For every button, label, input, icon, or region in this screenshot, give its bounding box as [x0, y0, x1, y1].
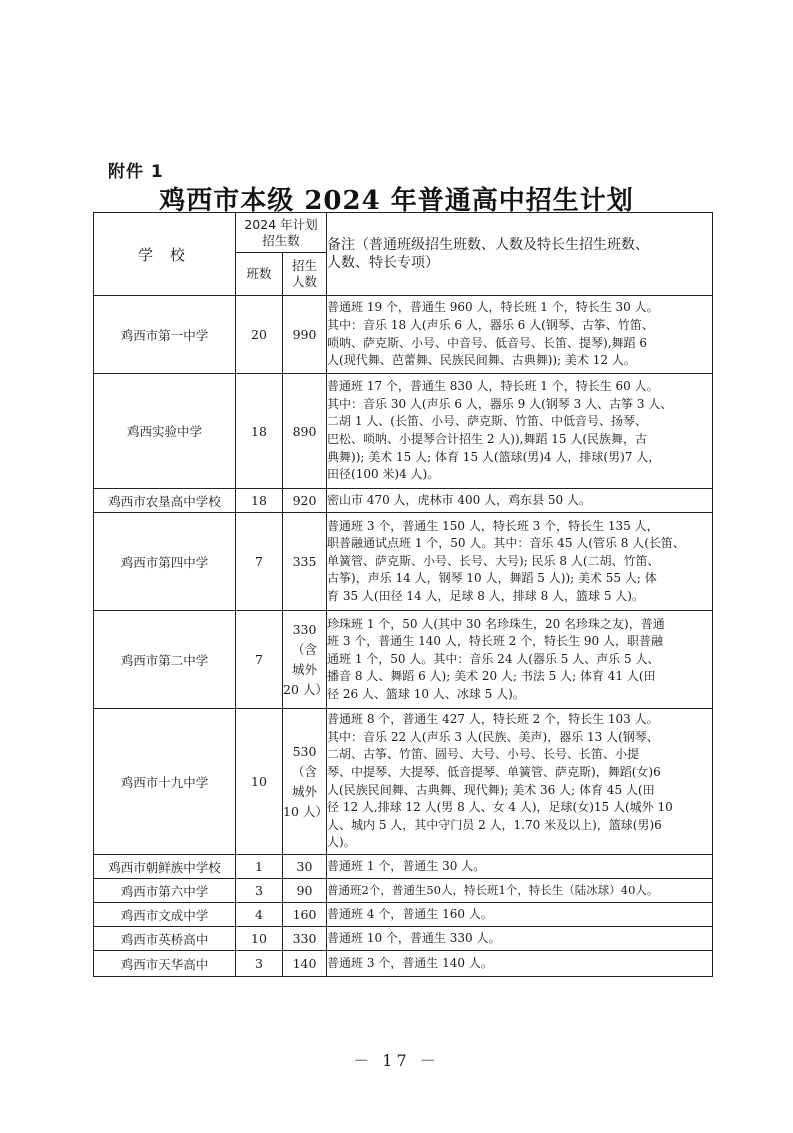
school-name: 鸡西市英桥高中	[94, 927, 236, 951]
student-count: 330 （含 城外 20 人）	[283, 611, 327, 709]
remark: 普通班2个，普通生50人，特长班1个，特长生（陆冰球）40人。	[327, 879, 713, 903]
class-count: 3	[236, 951, 283, 977]
student-count: 330	[283, 927, 327, 951]
student-count: 890	[283, 374, 327, 489]
student-count: 140	[283, 951, 327, 977]
student-count: 30	[283, 855, 327, 879]
table-row	[94, 611, 713, 709]
remark: 普通班 3 个，普通生 150 人，特长班 3 个，特长生 135 人， 职普融通试点班 1 个，50 人。其中：音乐 45 人(管乐 8 人(长笛、 单簧管、萨克斯、小号、长号、大号); 民乐 8 人(二胡、竹笛、 古筝)，声乐 14 人，钢琴 10 人，舞蹈 5 人)); 美术 55 人; 体 育 35 人(田径 14 人，足球 8 人，排球 8 人，篮球 5 人)。	[327, 513, 713, 611]
class-count: 18	[236, 374, 283, 489]
school-name: 鸡西市第一中学	[94, 296, 236, 374]
class-count: 7	[236, 611, 283, 709]
remark: 普通班 1 个，普通生 30 人。	[327, 855, 713, 879]
class-count: 20	[236, 296, 283, 374]
header-note: 备注（普通班级招生班数、人数及特长生招生班数、 人数、特长专项）	[327, 213, 713, 296]
class-count: 7	[236, 513, 283, 611]
remark: 普通班 3 个，普通生 140 人。	[327, 951, 713, 977]
school-name: 鸡西市农垦高中学校	[94, 489, 236, 513]
table-row	[94, 855, 713, 879]
student-count: 530 （含 城外 10 人）	[283, 709, 327, 855]
table-row	[94, 903, 713, 927]
remark: 普通班 19 个，普通生 960 人，特长班 1 个，特长生 30 人。 其中：音乐 18 人(声乐 6 人，器乐 6 人(钢琴、古筝、竹笛、 唢呐、萨克斯、小号、中音号、低音号、长笛、提琴),舞蹈 6 人(现代舞、芭蕾舞、民族民间舞、古典舞)); 美术 12 人。	[327, 296, 713, 374]
student-count: 990	[283, 296, 327, 374]
school-name: 鸡西市文成中学	[94, 903, 236, 927]
class-count: 10	[236, 709, 283, 855]
remark: 普通班 17 个，普通生 830 人，特长班 1 个，特长生 60 人。 其中：音乐 30 人(声乐 6 人，器乐 9 人(钢琴 3 人、古筝 3 人、 二胡 1 人、(长笛、小号、萨克斯、竹笛、中低音号、扬琴、 巴松、唢呐、小提琴合计招生 2 人)),舞蹈 15 人(民族舞，古 典舞)); 美术 15 人; 体育 15 人(篮球(男)4 人，排球(男)7 人， 田径(100 米)4 人)。	[327, 374, 713, 489]
table-row	[94, 709, 713, 855]
remark: 普通班 8 个，普通生 427 人，特长班 2 个，特长生 103 人。 其中：音乐 22 人(声乐 3 人(民族、美声)，器乐 13 人(钢琴、 二胡、古筝、竹笛、圆号、大号、小号、长号、长笛、小提 琴、中提琴、大提琴、低音提琴、单簧管、萨克斯)，舞蹈(女)6 人(民族民间舞、古典舞、现代舞); 美术 36 人; 体育 45 人(田 径 12 人,排球 12 人(男 8 人、女 4 人)，足球(女)15 人(城外 10 人、城内 5 人，其中守门员 2 人，1.70 米及以上)，篮球(男)6 人)。	[327, 709, 713, 855]
table-row	[94, 879, 713, 903]
school-name: 鸡西实验中学	[94, 374, 236, 489]
school-name: 鸡西市第六中学	[94, 879, 236, 903]
remark: 普通班 4 个，普通生 160 人。	[327, 903, 713, 927]
remark: 普通班 10 个，普通生 330 人。	[327, 927, 713, 951]
school-name: 鸡西市第四中学	[94, 513, 236, 611]
class-count: 1	[236, 855, 283, 879]
student-count: 335	[283, 513, 327, 611]
student-count: 90	[283, 879, 327, 903]
header-school: 学 校	[94, 213, 236, 296]
table-row	[94, 374, 713, 489]
school-name: 鸡西市朝鲜族中学校	[94, 855, 236, 879]
school-name: 鸡西市第二中学	[94, 611, 236, 709]
header-students: 招生 人数	[283, 253, 327, 296]
table-row	[94, 951, 713, 977]
header-classes: 班数	[236, 253, 283, 296]
table-row	[94, 513, 713, 611]
page-number: － 17 －	[353, 1051, 440, 1070]
school-name: 鸡西市十九中学	[94, 709, 236, 855]
student-count: 160	[283, 903, 327, 927]
attachment-label: 附件 1	[108, 162, 164, 182]
class-count: 3	[236, 879, 283, 903]
class-count: 18	[236, 489, 283, 513]
page-title: 鸡西市本级 2024 年普通高中招生计划	[159, 186, 634, 216]
remark: 珍珠班 1 个，50 人(其中 30 名珍珠生，20 名珍珠之友)，普通 班 3 个，普通生 140 人，特长班 2 个，特长生 90 人，职普融 通班 1 个，50 人。其中：音乐 24 人(器乐 5 人、声乐 5 人、 播音 8 人、舞蹈 6 人); 美术 20 人; 书法 5 人; 体育 41 人(田 径 26 人、篮球 10 人、冰球 5 人)。	[327, 611, 713, 709]
enrollment-plan-table	[93, 212, 713, 977]
table-row	[94, 489, 713, 513]
school-name: 鸡西市天华高中	[94, 951, 236, 977]
remark: 密山市 470 人，虎林市 400 人，鸡东县 50 人。	[327, 489, 713, 513]
class-count: 4	[236, 903, 283, 927]
student-count: 920	[283, 489, 327, 513]
table-row	[94, 927, 713, 951]
header-plan: 2024 年计划 招生数	[236, 213, 327, 253]
table-row	[94, 296, 713, 374]
class-count: 10	[236, 927, 283, 951]
